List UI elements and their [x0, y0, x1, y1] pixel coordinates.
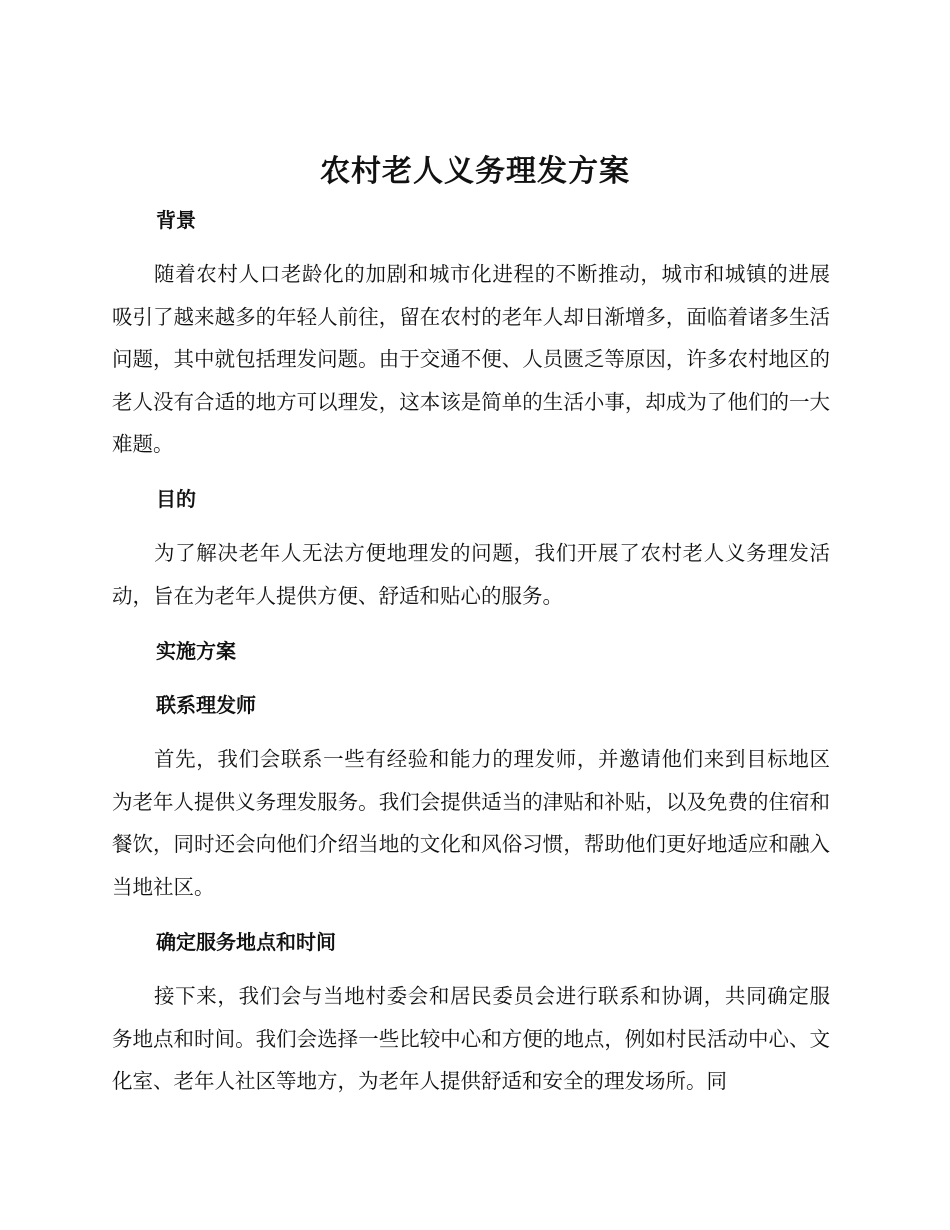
section-paragraph-background: 随着农村人口老龄化的加剧和城市化进程的不断推动，城市和城镇的进展吸引了越来越多的年轻人前往，留在农村的老年人却日渐增多，面临着诸多生活问题，其中就包括理发问题。由于交通不便、人员匮乏等原因，许多农村地区的老人没有合适的地方可以理发，这本该是简单的生活小事，却成为了他们的一大难题。 — [112, 262, 830, 456]
section-heading-background: 背景 — [156, 208, 196, 232]
section-heading-purpose: 目的 — [156, 487, 196, 511]
section-paragraph-contact-barbers: 首先，我们会联系一些有经验和能力的理发师，并邀请他们来到目标地区为老年人提供义务理发服务。我们会提供适当的津贴和补贴，以及免费的住宿和餐饮，同时还会向他们介绍当地的文化和风俗习惯，帮助他们更好地适应和融入当地社区。 — [112, 747, 830, 899]
section-heading-contact-barbers: 联系理发师 — [156, 693, 256, 717]
page-title: 农村老人义务理发方案 — [320, 154, 630, 189]
section-heading-location-time: 确定服务地点和时间 — [156, 930, 336, 954]
section-paragraph-location-time: 接下来，我们会与当地村委会和居民委员会进行联系和协调，共同确定服务地点和时间。我们会选择一些比较中心和方便的地点，例如村民活动中心、文化室、老年人社区等地方，为老年人提供舒适和安全的理发场所。同 — [112, 984, 830, 1093]
section-paragraph-purpose: 为了解决老年人无法方便地理发的问题，我们开展了农村老人义务理发活动，旨在为老年人提供方便、舒适和贴心的服务。 — [112, 541, 830, 608]
section-heading-implementation: 实施方案 — [156, 639, 236, 663]
